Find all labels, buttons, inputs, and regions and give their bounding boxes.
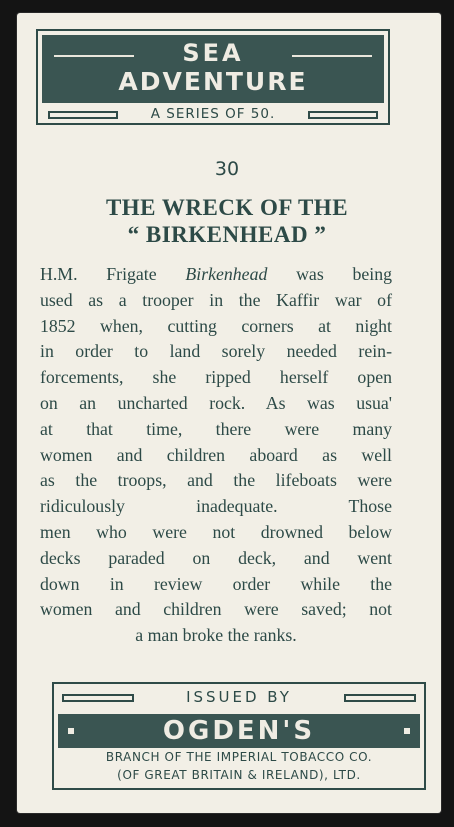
- body-line: in order to land sorely needed rein-: [40, 341, 392, 362]
- card-number: 30: [214, 158, 240, 180]
- card-body-text: [40, 262, 392, 649]
- body-line: used as a trooper in the Kaffir war of: [40, 289, 392, 310]
- body-line: 1852 when, cutting corners at night: [40, 315, 392, 336]
- body-line: down in review order while the: [40, 573, 392, 594]
- card-title: [0, 194, 454, 248]
- body-line: forcements, she ripped herself open: [40, 367, 392, 388]
- body-text: H.M. Frigate: [40, 264, 186, 284]
- body-line: on an uncharted rock. As was usua': [40, 392, 392, 413]
- series-header: [36, 29, 390, 125]
- series-label: A SERIES OF 50.: [150, 106, 276, 122]
- body-line: a man broke the ranks.: [135, 625, 297, 646]
- header-title-line2: ADVENTURE: [118, 67, 308, 96]
- body-line: decks paraded on deck, and went: [40, 547, 392, 568]
- brand-band: [58, 714, 420, 748]
- body-line: [40, 262, 392, 288]
- body-line: women and children were saved; not: [40, 599, 392, 620]
- body-line: at that time, there were many: [40, 418, 392, 439]
- header-band: [42, 35, 384, 103]
- card-title-line1: THE WRECK OF THE: [105, 195, 349, 220]
- publisher-footer: [52, 682, 426, 790]
- issued-by-label: ISSUED BY: [186, 688, 292, 706]
- card-title-line2: “ BIRKENHEAD ”: [127, 222, 327, 247]
- body-line: men who were not drowned below: [40, 521, 392, 542]
- header-title-line1: SEA: [182, 39, 244, 67]
- publisher-line2: (OF GREAT BRITAIN & IRELAND), LTD.: [117, 768, 361, 782]
- body-line: as the troops, and the lifeboats were: [40, 470, 392, 491]
- publisher-line1: BRANCH OF THE IMPERIAL TOBACCO CO.: [105, 750, 373, 764]
- body-line: ridiculously inadequate. Those: [40, 496, 392, 517]
- brand-name: OGDEN'S: [162, 716, 316, 746]
- body-line: women and children aboard as well: [40, 444, 392, 465]
- body-text: was being: [267, 264, 392, 284]
- ship-name: Birkenhead: [185, 264, 268, 284]
